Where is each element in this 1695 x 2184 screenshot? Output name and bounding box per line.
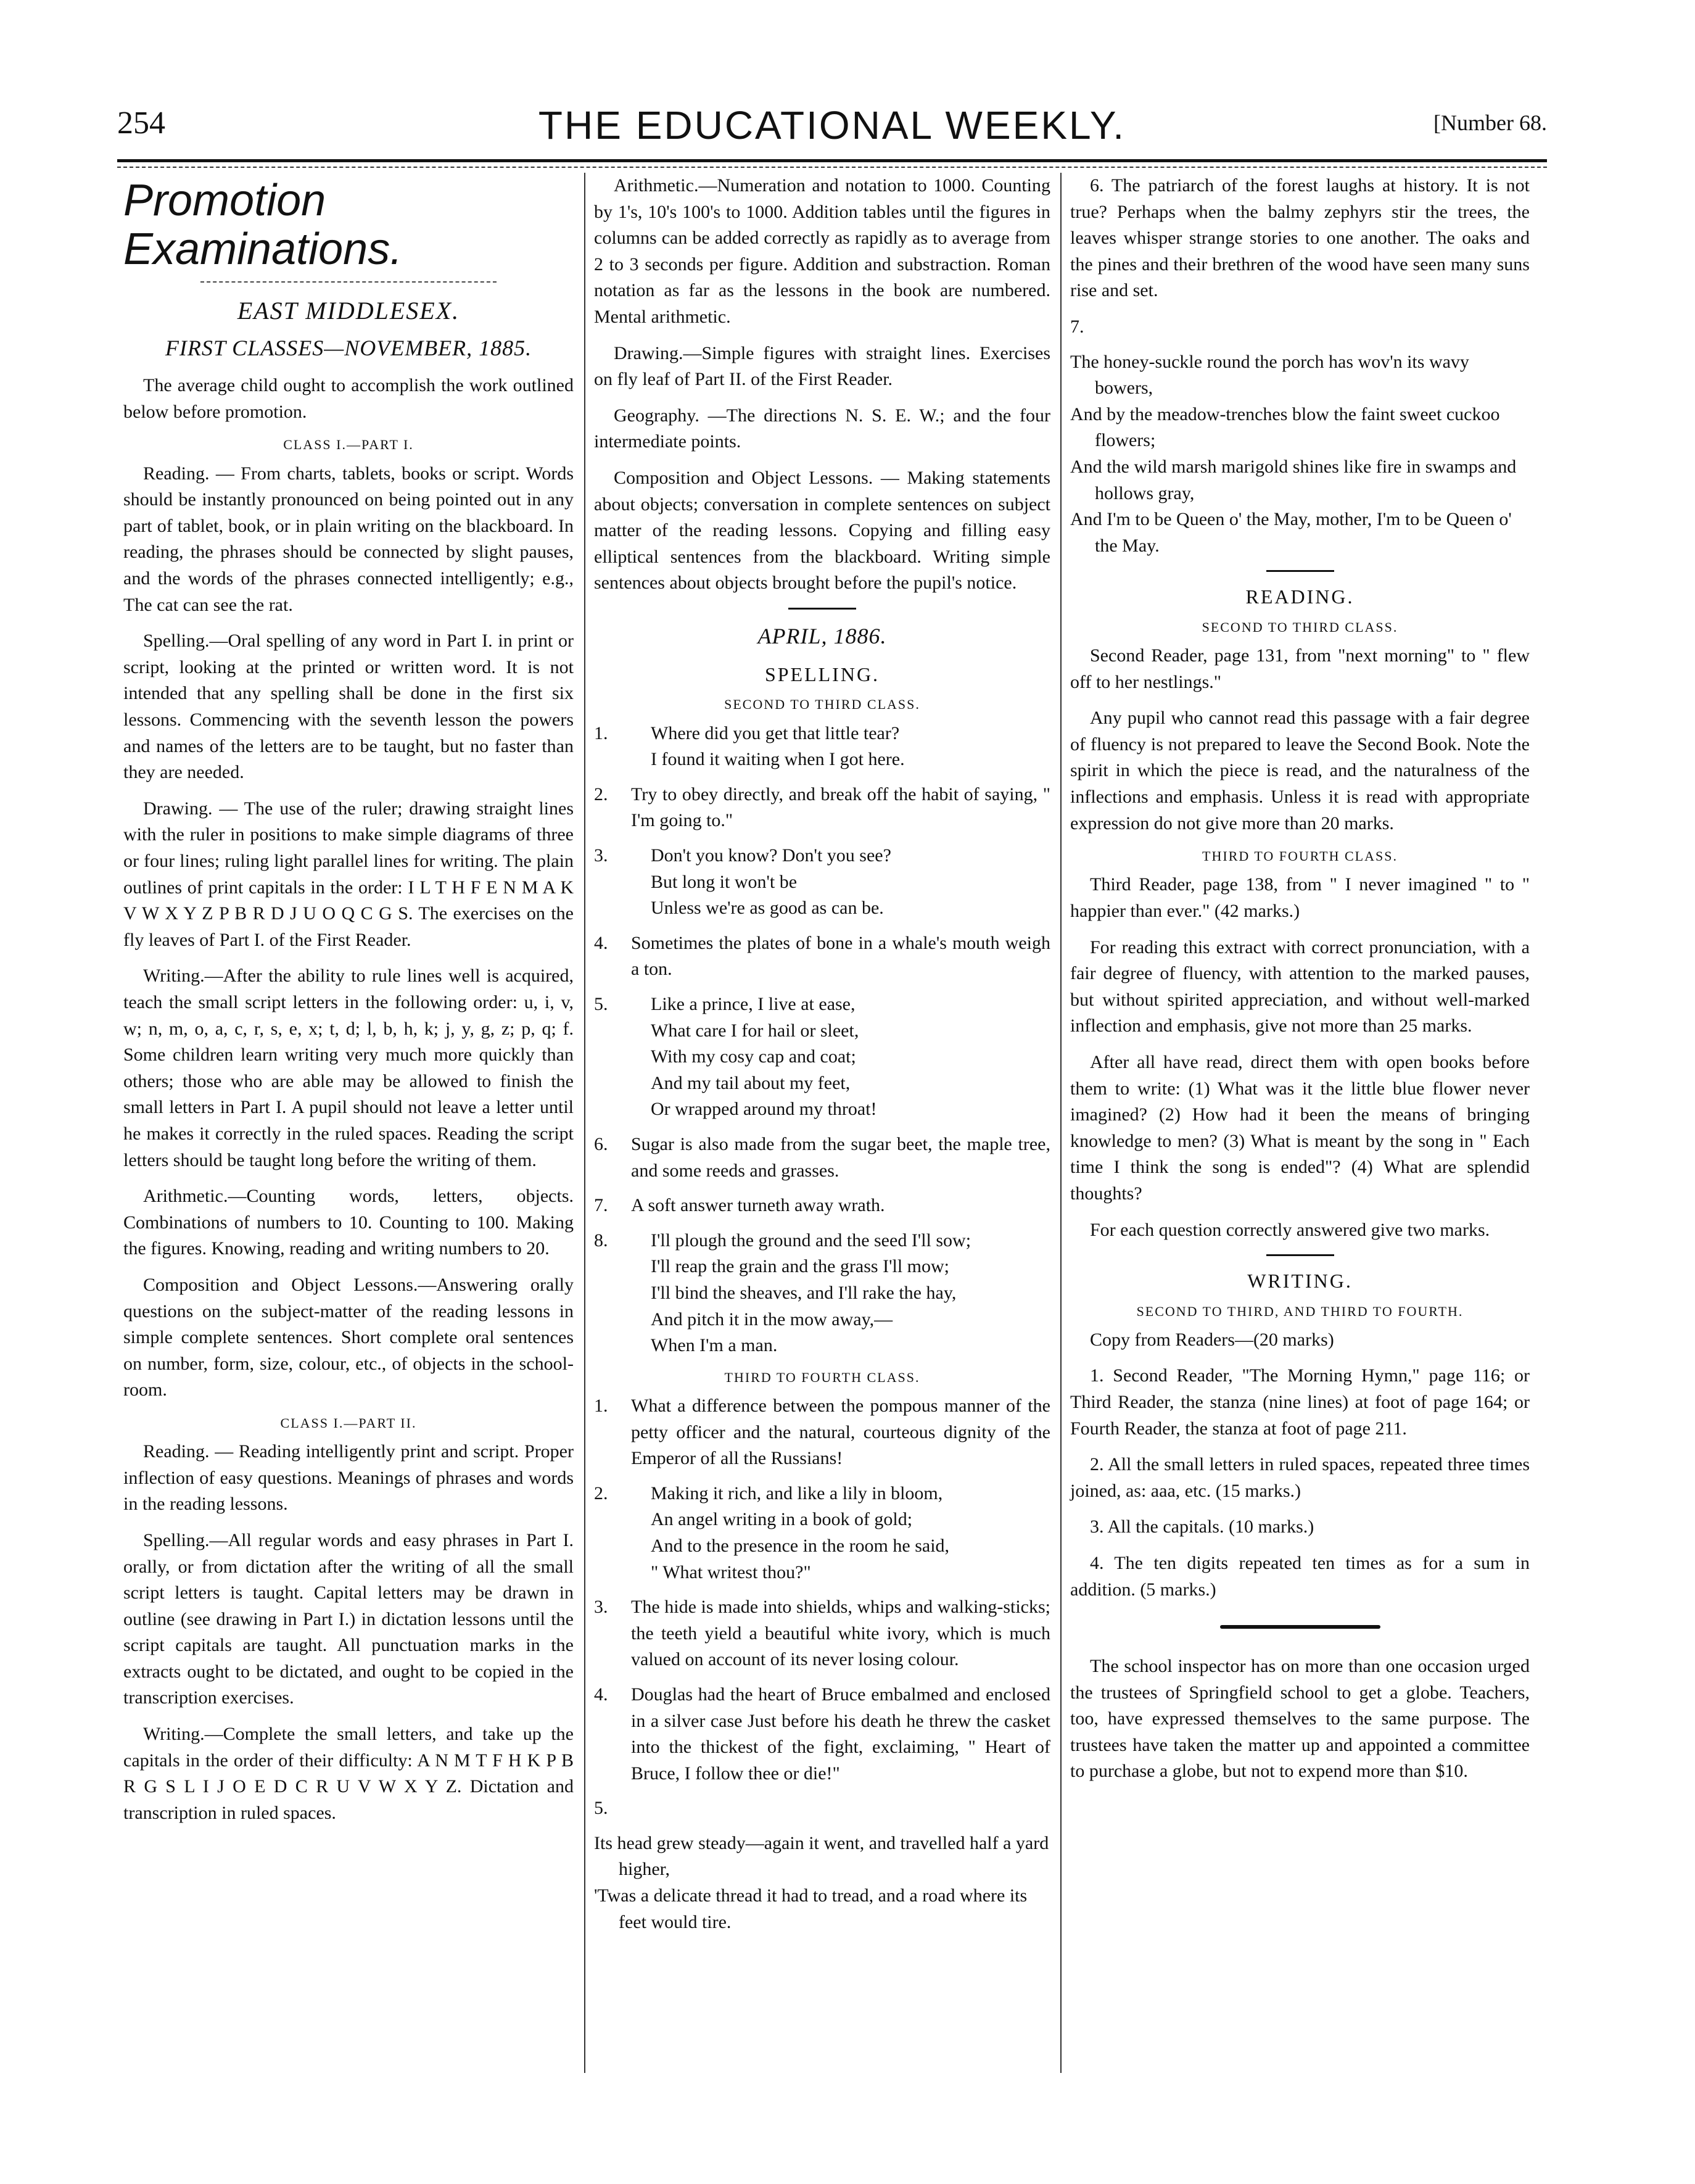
class-heading: THIRD TO FOURTH CLASS. [1202,848,1398,864]
issue-number: [Number 68. [1433,110,1547,135]
verse-line: With my cosy cap and coat; [651,1046,856,1067]
writing-paragraph: 3. All the capitals. (10 marks.) [1090,1516,1314,1537]
list-item [594,1393,1050,1472]
writing-paragraph: Writing.—Complete the small letters, and take up the capitals in the order of their difficulty: A N M T F H K P B R G S L I J O E D C R U V W X Y Z. Dictation and transcription in ruled spaces. [123,1724,574,1823]
item-text: A soft answer turneth away wrath. [631,1195,885,1216]
page-number: 254 [117,105,165,141]
writing-paragraph: Copy from Readers—(20 marks) [1090,1329,1334,1350]
geography-paragraph: Geography. —The directions N. S. E. W.; and the four intermediate points. [594,405,1050,452]
list-item [594,1682,1050,1787]
title-rule [200,281,497,283]
verse-line: The honey-suckle round the porch has wov'n its wavy bowers, [1070,351,1469,399]
item-body [631,782,1050,834]
arithmetic-paragraph: Arithmetic.—Numeration and notation to 1000. Counting by 1's, 10's 100's to 1000. Addition tables until the figures in columns can be added correctly as rapidly as to average from 2 to 3 seconds per figure. Addition and substraction. Roman notation as far as the lessons in the book are numbered. Mental arithmetic. [594,175,1050,327]
verse-line: But long it won't be [651,871,798,892]
item-number: 5. [594,994,608,1015]
item-number: 5. [594,1798,608,1819]
verse-line: Its head grew steady—again it went, and travelled half a yard higher, [594,1832,1049,1880]
class-heading: SECOND TO THIRD CLASS. [1202,619,1398,635]
verse-line: When I'm a man. [651,1335,778,1356]
verse-line: I'll bind the sheaves, and I'll rake the hay, [651,1282,957,1303]
article-title: Promotion Examinations. [123,176,403,275]
item-number: 4. [594,932,608,953]
verse-line: Don't you know? Don't you see? [651,845,891,866]
spelling-paragraph: Spelling.—Oral spelling of any word in Part I. in print or script, looking at the printed or written word. It is not intended that any spelling shall be done in the first six lessons. Commencing with the seventh lesson the powers and names of the letters are to be taught, but no faster than they are needed. [123,631,574,783]
list-item [594,843,1050,922]
reading-paragraph: Reading. — From charts, tablets, books or script. Words should be instantly pronounced on being pointed out in any part of tablet, book, or in plain writing on the blackboard. In reading, the phrases should be connected by slight pauses, and the words of the phrases connected intelligently; e.g., The cat can see the rat. [123,463,574,615]
item-body [631,1193,1050,1219]
verse-line: An angel writing in a book of gold; [651,1509,913,1530]
verse-line: And the wild marsh marigold shines like fire in swamps and hollows gray, [1070,456,1517,503]
verse-line: And pitch it in the mow away,— [651,1309,893,1330]
spelling-items-list [594,1393,1050,1787]
writing-paragraph: 4. The ten digits repeated ten times as for a sum in addition. (5 marks.) [1070,1552,1530,1600]
item-number: 1. [594,722,608,743]
list-item [594,1481,1050,1586]
reading-paragraph: For reading this extract with correct pronunciation, with a fair degree of fluency, with attention to the marked pauses, but without spirited appreciation, and without well-marked inflection and emphasis, give not more than 25 marks. [1070,937,1530,1036]
item-number: 3. [594,845,608,866]
item-number: 3. [594,1597,608,1618]
item-number: 2. [594,1483,608,1504]
composition-paragraph: Composition and Object Lessons. — Making statements about objects; conversation in complete sentences on subject matter of the reading lessons. Copying and filling easy elliptical sentences from the blackboard. Writing simple sentences about objects brought before the pupil's notice. [594,467,1050,594]
arithmetic-paragraph: Arithmetic.—Counting words, letters, objects. Combinations of numbers to 10. Counting to 100. Making the figures. Knowing, reading and writing numbers to 20. [123,1186,574,1259]
verse-line: Where did you get that little tear? [651,722,900,743]
verse-line: And my tail about my feet, [651,1072,851,1093]
list-item [594,1131,1050,1184]
session-heading: APRIL, 1886. [757,623,887,648]
column-divider [1060,173,1062,2073]
intro-paragraph: The average child ought to accomplish the work outlined below before promotion. [123,375,574,422]
class-part-heading: CLASS I.—PART I. [283,437,414,453]
item-body [631,721,1050,773]
spelling-items-list [594,721,1050,1359]
reading-paragraph: Second Reader, page 131, from "next morning" to " flew off to her nestlings." [1070,645,1530,692]
verse-line: 'Twas a delicate thread it had to tread, and a road where its feet would tire. [594,1885,1028,1932]
session-heading: FIRST CLASSES—NOVEMBER, 1885. [165,336,532,361]
verse-line: What care I for hail or sleet, [651,1020,859,1041]
item-body [631,1228,1050,1359]
header-rule-dashed [117,167,1547,168]
list-item [594,1795,1050,1822]
news-paragraph: The school inspector has on more than one occasion urged the trustees of Springfield school to get a globe. Teachers, too, have expressed themselves to the same purpose. The trustees have taken the matter up and appointed a committee to purchase a globe, but not to expend more than $10. [1070,1656,1530,1782]
list-item [594,1594,1050,1673]
section-title: SPELLING. [764,663,880,686]
writing-paragraph: 1. Second Reader, "The Morning Hymn," page 116; or Third Reader, the stanza (nine lines) at foot of page 164; or Fourth Reader, the stanza at foot of page 211. [1070,1365,1530,1439]
ornamental-rule [1220,1625,1380,1629]
item-text: What a difference between the pompous manner of the petty officer and the natural, courteous dignity of the Emperor of all the Russians! [631,1395,1050,1469]
verse-line: And I'm to be Queen o' the May, mother, I'm to be Queen o' the May. [1070,509,1512,556]
class-heading: THIRD TO FOURTH CLASS. [724,1369,920,1385]
spelling-paragraph: Spelling.—All regular words and easy phrases in Part I. orally, or from dictation after the writing of all the small script letters is taught. Capital letters may be drawn in outline (see drawing in Part I.) in dictation lessons until the script capitals are taught. All punctuation marks in the extracts ought to be dictated, and ought to be copied in the transcription exercises. [123,1529,574,1708]
verse-line: Like a prince, I live at ease, [651,994,856,1015]
item-number: 4. [594,1684,608,1705]
item-number: 6. [594,1134,608,1154]
item-paragraph: 6. The patriarch of the forest laughs at history. It is not true? Perhaps when the balmy zephyrs stir the trees, the leaves whisper strange stories to one another. The oaks and the pines and their brethren of the wood have seen many suns rise and set. [1070,175,1530,301]
column-3 [1070,173,1530,1795]
verse-line: Unless we're as good as can be. [651,898,884,919]
class-heading: SECOND TO THIRD, AND THIRD TO FOURTH. [1136,1303,1464,1319]
list-item [594,1193,1050,1219]
reading-paragraph: Any pupil who cannot read this passage with a fair degree of fluency is not prepared to leave the Second Book. Note the spirit in which the piece is read, and the naturalness of the inflections and emphasis. Unless it is read with appropriate expression do not give more than 20 marks. [1070,708,1530,833]
item-number: 8. [594,1230,608,1251]
item-body [631,1393,1050,1472]
item-body [631,1682,1050,1787]
composition-paragraph: Composition and Object Lessons.—Answering orally questions on the subject-matter of the reading lessons in simple complete sentences. Short complete oral sentences on number, form, size, colour, etc., of objects in the school-room. [123,1274,574,1400]
section-rule [788,608,856,610]
item-text: Sometimes the plates of bone in a whale's mouth weigh a ton. [631,932,1050,980]
list-item [594,930,1050,983]
writing-paragraph: 2. All the small letters in ruled spaces, repeated three times joined, as: aaa, etc. (15 marks.) [1070,1454,1530,1501]
verse-line: And by the meadow-trenches blow the faint sweet cuckoo flowers; [1070,403,1500,451]
item-text: The hide is made into shields, whips and walking-sticks; the teeth yield a beautiful white ivory, which is much valued on account of its never losing colour. [631,1597,1050,1670]
drawing-paragraph: Drawing. — The use of the ruler; drawing straight lines with the ruler in positions to make simple diagrams of three or four lines; ruling light parallel lines for writing. The plain outlines of print capitals in the order: I L T H F E N M A K V W X Y Z P B R D J U O Q C G S. The exercises on the fly leaves of Part I. of the First Reader. [123,798,574,950]
item-text: Try to obey directly, and break off the habit of saying, " I'm going to." [631,784,1050,831]
verse-line: " What writest thou?" [651,1561,811,1582]
list-item [594,1228,1050,1359]
verse-line: And to the presence in the room he said, [651,1535,950,1556]
verse-line: I'll plough the ground and the seed I'll sow; [651,1230,971,1251]
item-body [631,991,1050,1123]
column-divider [584,173,585,2073]
verse-line: I found it waiting when I got here. [651,749,905,770]
list-item [1070,314,1530,341]
column-2 [594,173,1050,1935]
reading-paragraph: After all have read, direct them with open books before them to write: (1) What was it the little blue flower never imagined? (2) How had it been the means of bringing knowledge to men? (3) What is meant by the song in " Each time I think the song is ended"? (4) What are splendid thoughts? [1070,1051,1530,1204]
item-number: 1. [594,1395,608,1416]
region-heading: EAST MIDDLESEX. [237,297,460,325]
item-5-lines [594,1830,1050,1935]
drawing-paragraph: Drawing.—Simple figures with straight lines. Exercises on fly leaf of Part II. of the First Reader. [594,342,1050,390]
page-header [117,99,1547,154]
class-part-heading: CLASS I.—PART II. [280,1415,417,1431]
item-body [631,843,1050,922]
item-7-lines [1070,349,1530,560]
writing-paragraph: Writing.—After the ability to rule lines well is acquired, teach the small script letters in the following order: u, i, v, w; n, m, o, a, c, r, s, e, x; t, d; l, b, h, k; j, y, g, z; p, q; f. Some children learn writing very much more quickly than others; those who are able may be allowed to finish the small letters in Part I. A pupil should not leave a letter until he makes it correctly in the ruled spaces. Reading the script letters should be taught long before the writing of them. [123,966,574,1170]
list-item [594,782,1050,834]
item-body [631,1594,1050,1673]
header-rule [117,159,1547,162]
verse-line: Making it rich, and like a lily in bloom, [651,1483,943,1504]
verse-line: I'll reap the grain and the grass I'll mow; [651,1256,949,1277]
item-body [631,1131,1050,1184]
item-text: Douglas had the heart of Bruce embalmed and enclosed in a silver case Just before his death he threw the casket into the thickest of the fight, exclaiming, " Heart of Bruce, I follow thee or die!" [631,1684,1050,1784]
item-body [631,1481,1050,1586]
section-title: READING. [1245,585,1355,608]
section-rule [1266,1254,1334,1256]
item-number: 7. [594,1195,608,1216]
reading-paragraph: For each question correctly answered give two marks. [1090,1219,1490,1240]
list-item [594,721,1050,773]
list-item [594,991,1050,1123]
item-body [631,930,1050,983]
column-1 [123,173,574,1836]
item-number: 7. [1070,316,1084,337]
verse-line: Or wrapped around my throat! [651,1099,877,1120]
section-rule [1266,570,1334,572]
reading-paragraph: Reading. — Reading intelligently print and script. Proper inflection of easy questions. Meanings of phrases and words in the reading lessons. [123,1441,574,1515]
class-heading: SECOND TO THIRD CLASS. [724,697,920,713]
item-text: Sugar is also made from the sugar beet, the maple tree, and some reeds and grasses. [631,1134,1050,1181]
masthead-title: THE EDUCATIONAL WEEKLY. [538,103,1126,147]
reading-paragraph: Third Reader, page 138, from " I never imagined " to " happier than ever." (42 marks.) [1070,874,1530,921]
section-title: WRITING. [1247,1270,1353,1293]
item-number: 2. [594,784,608,805]
